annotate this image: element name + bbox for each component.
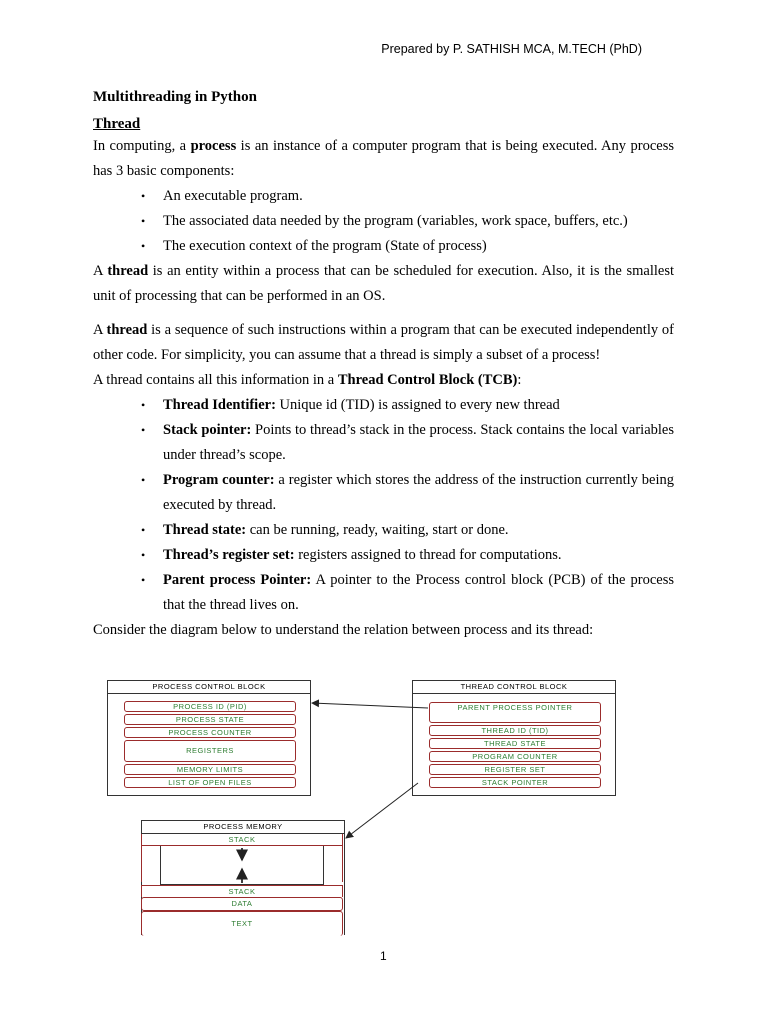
list-item: • Parent process Pointer: A pointer to the Process control block (PCB) of the process that the thread lives on. bbox=[163, 568, 674, 618]
list-item: • Thread’s register set: registers assigned to thread for computations. bbox=[163, 543, 674, 568]
list-item: • Stack pointer: Points to thread’s stack in the process. Stack contains the local variables under thread’s scope. bbox=[163, 418, 674, 468]
intro-paragraph: In computing, a process is an instance of a computer program that is being executed. Any process has 3 basic components: bbox=[93, 138, 674, 179]
components-list bbox=[93, 184, 674, 259]
tcb-intro: A thread contains all this information in a Thread Control Block (TCB): bbox=[93, 372, 522, 388]
memory-stack-top: STACK bbox=[141, 834, 343, 846]
parent-pointer-arrow bbox=[312, 703, 428, 708]
diagram-intro: Consider the diagram below to understand the relation between process and its thread: bbox=[93, 622, 594, 638]
list-item: • Thread state: can be running, ready, waiting, start or done. bbox=[163, 518, 674, 543]
tcb-cell: PROGRAM COUNTER bbox=[429, 751, 601, 762]
page-number: 1 bbox=[380, 949, 387, 963]
memory-stack-bottom: STACK bbox=[141, 885, 343, 897]
list-item: • Program counter: a register which stores the address of the instruction currently being executed by thread. bbox=[163, 468, 674, 518]
pcb-title: PROCESS CONTROL BLOCK bbox=[108, 681, 310, 694]
tcb-cell: PARENT PROCESS POINTER bbox=[429, 702, 601, 723]
pcb-cell: MEMORY LIMITS bbox=[124, 764, 296, 775]
pcb-cell: LIST OF OPEN FILES bbox=[124, 777, 296, 788]
tcb-list bbox=[93, 393, 674, 618]
memory-stack-area bbox=[141, 846, 343, 882]
tcb-cell: THREAD ID (TID) bbox=[429, 725, 601, 736]
thread-definition-2: A thread is a sequence of such instructions within a program that can be executed independently of other code. For simplicity, you can assume that a thread is simply a subset of a process! bbox=[93, 322, 675, 363]
memory-title: PROCESS MEMORY bbox=[142, 821, 344, 834]
memory-data: DATA bbox=[141, 897, 343, 911]
list-item: • The associated data needed by the program (variables, work space, buffers, etc.) bbox=[163, 209, 674, 234]
pcb-cell: REGISTERS bbox=[124, 740, 296, 762]
pcb-cell: PROCESS ID (PID) bbox=[124, 701, 296, 712]
stack-pointer-arrow bbox=[346, 783, 418, 838]
tcb-cell: THREAD STATE bbox=[429, 738, 601, 749]
section-heading: Thread bbox=[93, 116, 141, 132]
list-item: • An executable program. bbox=[163, 184, 674, 209]
process-control-block bbox=[107, 680, 311, 796]
memory-text: TEXT bbox=[141, 911, 343, 936]
list-item: • Thread Identifier: Unique id (TID) is assigned to every new thread bbox=[163, 393, 674, 418]
tcb-cell: REGISTER SET bbox=[429, 764, 601, 775]
process-memory-block bbox=[141, 820, 345, 935]
pcb-cell: PROCESS STATE bbox=[124, 714, 296, 725]
document-body bbox=[93, 86, 674, 643]
thread-definition-1: A thread is an entity within a process that can be scheduled for execution. Also, it is the smallest unit of processing that can be performed in an OS. bbox=[93, 263, 674, 304]
list-item: • The execution context of the program (State of process) bbox=[163, 234, 674, 259]
tcb-cell: STACK POINTER bbox=[429, 777, 601, 788]
memory-stack-inner bbox=[160, 846, 324, 885]
tcb-title: THREAD CONTROL BLOCK bbox=[413, 681, 615, 694]
thread-control-block bbox=[412, 680, 616, 796]
document-title: Multithreading in Python bbox=[93, 89, 257, 105]
page-header: Prepared by P. SATHISH MCA, M.TECH (PhD) bbox=[381, 42, 642, 56]
pcb-cell: PROCESS COUNTER bbox=[124, 727, 296, 738]
